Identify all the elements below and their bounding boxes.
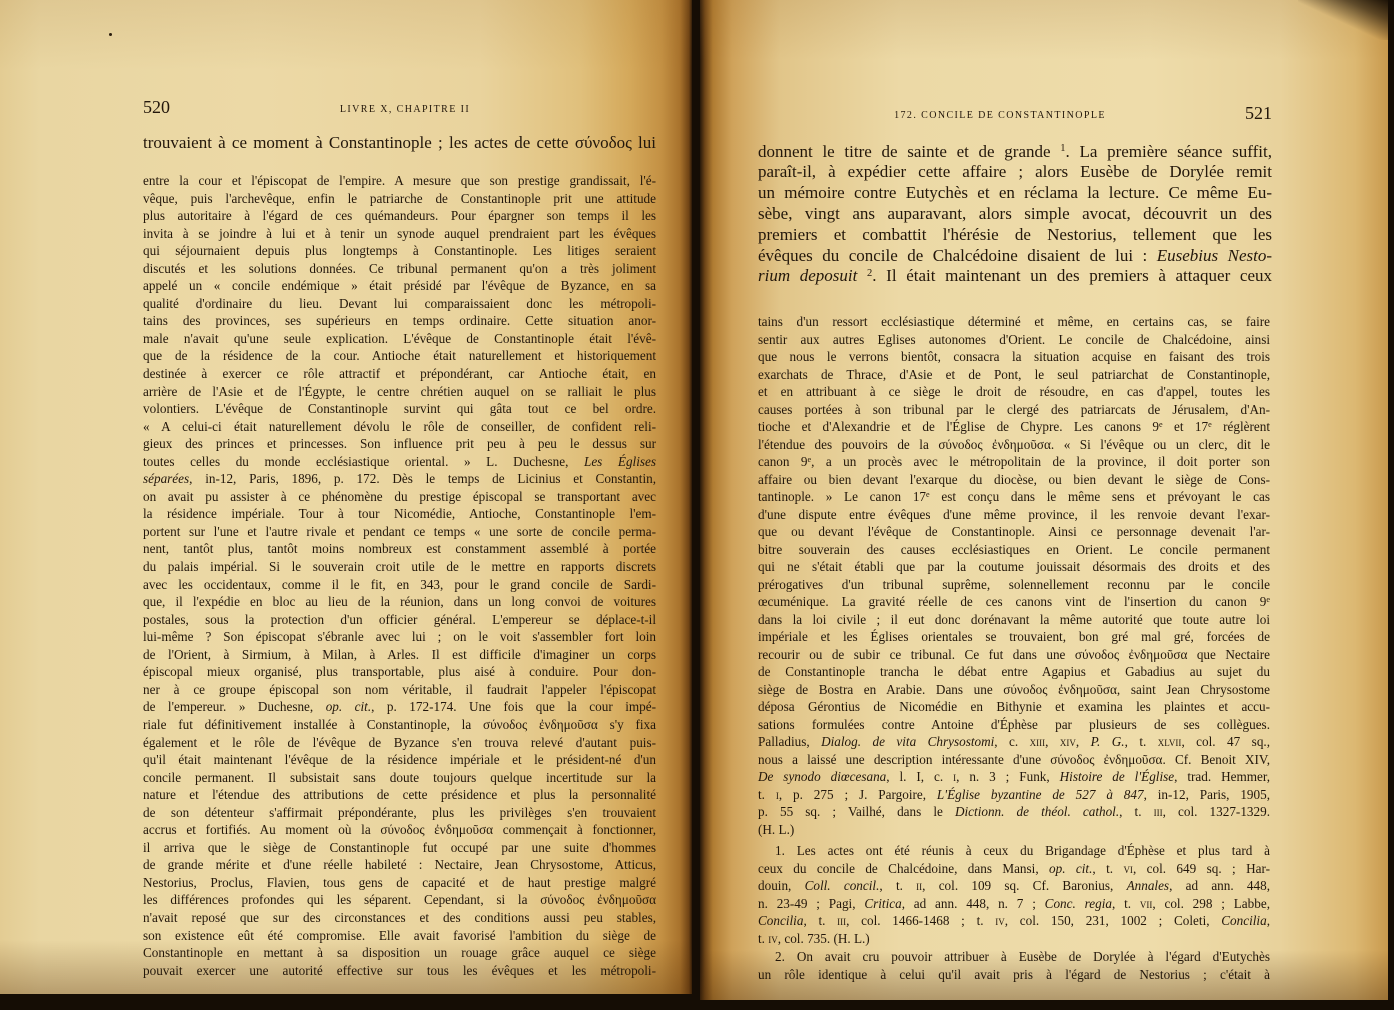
text-run: « A celui-ci était naturellement dévolu le rôle de conseiller, de confident reli- (143, 418, 656, 434)
footnote-text-line (143, 470, 656, 488)
footnote-text-line (758, 593, 1270, 611)
footnote-text-line (758, 418, 1270, 436)
italic-run: Histoire de l'Église (1059, 769, 1175, 785)
text-run: , p. 275 ; J. Pargoire, (778, 786, 937, 802)
text-run: , t. (1111, 895, 1140, 911)
text-run: causes portées à son tribunal par le clergé des patriarcats de Jérusalem, d'An- (758, 401, 1270, 417)
footnote-text-line (758, 860, 1270, 878)
footnote-text-line (143, 646, 656, 664)
footnote-text-line (758, 523, 1270, 541)
footnote-text-line (143, 277, 656, 295)
footnote-text-line (143, 365, 656, 383)
text-run: affaire ou bien devant l'exarque du diocèse, ou bien devant le siège de Cons- (758, 471, 1270, 487)
footnote-text-line (143, 453, 656, 471)
text-run: également et le rôle de l'évêque de Byzance s'en trouva relevé d'autant puis- (143, 734, 656, 750)
text-run: exarchats de Thrace, d'Asie et de Pont, le seul patriarchat de Constantinople, (758, 366, 1270, 382)
text-run: discutés et les solutions données. Ce tribunal permanent qu'on a très joliment (143, 260, 656, 276)
text-run: , col. 109 sq. Cf. Baronius, (922, 878, 1127, 894)
text-run: Nestorius, Proclus, Flavien, tous gens de capacité et de haut prestige malgré (143, 874, 656, 890)
footnote-text-line (758, 331, 1270, 349)
text-run: toutes celles du monde ecclésiastique oriental. » L. Duchesne, (143, 453, 584, 469)
footnote-text-line (143, 540, 656, 558)
running-head: LIVRE X, CHAPITRE II (339, 104, 471, 115)
footnote-text-line (758, 912, 1270, 930)
italic-run: Concilia (1221, 913, 1267, 929)
footnote-continuation (143, 172, 656, 979)
scan-speck (109, 33, 112, 36)
footnote-text-line (143, 891, 656, 909)
body-text-line (758, 142, 1272, 163)
italic-run: Critica (864, 895, 902, 911)
footnote-text-line (143, 751, 656, 769)
text-run: , col. 1466-1468 ; t. (846, 913, 996, 929)
body-text-line (758, 246, 1272, 267)
text-run: sentir aux autres Eglises autonomes d'Orient. Le concile de Chalcédoine, ainsi (758, 331, 1270, 347)
text-run: n. 23-49 ; Pagi, (758, 895, 865, 911)
italic-run: Les Églises (583, 453, 656, 469)
text-run: Constantinople en mettant à sa disposition un rouage grâce auquel ce siège (143, 945, 656, 961)
text-run: sèbe, vingt ans auparavant, alors simple avocat, découvrit un des (758, 203, 1272, 223)
running-head: 172. CONCILE DE CONSTANTINOPLE (894, 110, 1106, 121)
italic-run: séparées (143, 471, 190, 487)
small-caps-run: vi (1123, 860, 1133, 876)
text-run: , (1266, 913, 1270, 929)
footnote-text-line (758, 698, 1270, 716)
footnote-text-line (143, 786, 656, 804)
superscript-marker: 2 (867, 268, 873, 280)
text-run: n'avait reposé que sur des circonstances et des conditions aussi peu stables, (143, 909, 656, 925)
text-run: concile permanent. Il subsistait sans doute toujours quelque incertitude sur la (143, 769, 656, 785)
footnote-text-line (758, 821, 1270, 839)
text-run: nous a laissé une description intéressante d'une σύνοδος ἐνδημοῦσα. Cf. Benoit XIV, (758, 751, 1270, 767)
text-run: , col. 47 sq., (1181, 734, 1271, 750)
footnote-text-line (758, 842, 1270, 860)
footnote-text-line (758, 877, 1270, 895)
footnote-text-line (143, 962, 656, 980)
text-run: douin, (758, 878, 805, 894)
footnote-text-line (758, 541, 1270, 559)
footnote-text-line (758, 558, 1270, 576)
text-run: l'étendue des pouvoirs de la σύνοδος ἐνδημοῦσα. « Si l'évêque ou un clerc, dit le (758, 436, 1270, 452)
body-text-line (758, 204, 1272, 225)
text-run: un rôle identique à celui qu'il avait pris à l'égard de Nestorius ; c'était à (758, 966, 1270, 982)
footnote-text-line (758, 506, 1270, 524)
footnote-text-line (758, 948, 1270, 966)
small-caps-run: iii (1153, 804, 1163, 820)
superscript-marker: e (1158, 420, 1163, 430)
text-run: que nous le verrons bientôt, consacra la situation acquise en faisant des trois (758, 349, 1270, 365)
text-run: bitre souverain des causes ecclésiastiques en Orient. Le concile permanent (758, 541, 1270, 557)
text-run: siège de Bostra en Arabie. Dans une σύνοδος ἐνδημοῦσα, saint Jean Chrysostome (758, 681, 1270, 697)
footnote-text-line (143, 225, 656, 243)
footnote-text-line (758, 611, 1270, 629)
page-corner-shadow (1298, 0, 1388, 40)
text-run: épiscopal mieux organisé, plus transportable, plus aisé à conduire. Pour don- (143, 664, 656, 680)
footnote-text-line (143, 734, 656, 752)
footnote-text-line (758, 488, 1270, 506)
text-run: qui ne s'était établi que par la coutume jouissait désormais des droits et des (758, 559, 1270, 575)
text-run: les différences profondes qui les séparent. Cependant, si la σύνοδος ἐνδημοῦσα (143, 892, 656, 908)
body-text-line (758, 183, 1272, 204)
italic-run: Dialog. de vita Chrysostomi (821, 734, 995, 750)
text-run: , l. I, c. (886, 769, 954, 785)
footnote-text-line (758, 786, 1270, 804)
text-run: appelé un « concile endémique » était présidé par l'évêque de Byzance, en sa (143, 278, 656, 294)
footnote-text-line (143, 804, 656, 822)
footnote-text-line (758, 681, 1270, 699)
small-caps-run: iii (837, 913, 847, 929)
text-run: , ad ann. 448, n. 7 ; (901, 895, 1045, 911)
footnote-text-line (143, 611, 656, 629)
text-run: du palais impérial. Si le souverain croit utile de le mettre en rapports discrets (143, 559, 656, 575)
footnote-text-line (758, 348, 1270, 366)
superscript-marker: e (807, 455, 812, 465)
text-run: Palladius, (758, 734, 822, 750)
footnote-text-line (143, 260, 656, 278)
footnote-text-line (143, 207, 656, 225)
text-run: gieux des princes et princesses. Son influence prit peu à peu le dessus sur (143, 436, 656, 452)
text-run: dans la loi civile ; il eut donc dorénavant la même autorité que toute autre loi (758, 611, 1270, 627)
text-run: il arriva que le siège de Constantinople fut occupé par une suite d'hommes (143, 839, 656, 855)
superscript-marker: e (1266, 595, 1270, 605)
footnote-text-line (758, 646, 1270, 664)
footnote-text-line (758, 366, 1270, 384)
superscript-marker: 1 (1060, 143, 1066, 155)
footnote-text-line (143, 347, 656, 365)
footnote-text-line (758, 628, 1270, 646)
text-run: vêque, puis l'archevêque, enfin le patriarche de Constantinople prit une attitude (143, 190, 656, 206)
footnote-text-line (758, 768, 1270, 786)
text-run: entre la cour et l'épiscopat de l'empire. A mesure que son prestige grandissait, l'é- (143, 173, 656, 188)
body-text-line (758, 162, 1272, 183)
text-run: prérogatives d'un tribunal suprême, solennellement reconnu par le concile (758, 576, 1270, 592)
text-run: , col. 735. (H. L.) (777, 930, 870, 946)
footnote-text-line (143, 663, 656, 681)
text-run: la résidence impériale. Tour à tour Nicomédie, Antioche, Constantinople l'em- (143, 506, 656, 522)
footnote-continuation (758, 313, 1270, 838)
footnote-text-line (758, 751, 1270, 769)
footnote-text-line (143, 190, 656, 208)
footnote-text-line (143, 927, 656, 945)
text-run: ceux du concile de Chalcédoine, dans Mansi, (758, 860, 1050, 876)
italic-run: Concilia (758, 913, 804, 929)
footnote-text-line (143, 716, 656, 734)
footnote-text-line (758, 453, 1270, 471)
text-run: impériale et les Églises orientales se trouvaient, bon gré mal gré, forcées de (758, 629, 1270, 645)
text-run: est conçu dans le même sens et prévoyant le cas (929, 489, 1270, 505)
footnote-text-line (758, 471, 1270, 489)
body-text (143, 132, 656, 154)
text-run: , t. (803, 913, 838, 929)
text-run: , trad. Hemmer, (1174, 769, 1270, 785)
footnote-text-line (758, 716, 1270, 734)
text-run: arrière de l'Asie et de l'Égypte, le centre chrétien auquel on se ralliait le plus (143, 383, 656, 399)
text-run: tains des provinces, ses supérieurs en temps ordinaire. Cette situation anor- (143, 313, 656, 329)
footnote-text-line (143, 488, 656, 506)
text-run: t. (758, 786, 776, 802)
left-page (0, 0, 692, 994)
text-run: postales, sous la protection d'un officier général. L'empereur se déplace-t-il (143, 611, 656, 627)
text-run: riale fut définitivement installée à Constantinople, la σύνοδος ἐνδημοῦσα s'y fixa (143, 716, 656, 732)
text-run: , n. 3 ; Funk, (956, 769, 1060, 785)
text-run: 1. Les actes ont été réunis à ceux du Brigandage d'Éphèse et plus tard à (775, 843, 1270, 859)
text-run: nent, tantôt plus, tantôt moins nombreux est constamment assemblé à portée (143, 541, 656, 557)
right-page (700, 0, 1388, 1000)
text-run: un mémoire contre Eutychès et en réclama la lecture. Ce même Eu- (758, 183, 1272, 203)
footnote-text-line (143, 628, 656, 646)
page-number: 520 (143, 97, 170, 117)
footnote-text-line (143, 400, 656, 418)
text-run: recourir ou de subir ce tribunal. Ce fut dans une σύνοδος ἐνδημοῦσα que Nectaire (758, 646, 1270, 662)
text-run: que, il l'expédie en bloc au lieu de la réunion, dans un long convoi de voitures (143, 594, 656, 610)
text-run: qualité d'ordinaire du lieu. Devant lui comparaissaient donc les métropoli- (143, 295, 656, 311)
small-caps-run: i (775, 786, 779, 802)
text-run: , t. (1124, 734, 1158, 750)
text-run: évêques du concile de Chalcédoine disaient de lui : (758, 245, 1157, 265)
superscript-marker: e (1208, 420, 1212, 430)
text-run: tantinople. » Le canon 17 (758, 489, 927, 505)
text-run: ner à ce groupe épiscopal son nom véritable, il faudrait l'appeler l'épiscopat (143, 681, 656, 697)
footnote-text-line (143, 839, 656, 857)
text-run: qui séjournaient depuis plus longtemps à Constantinople. Les litiges seraient (143, 243, 656, 259)
footnote-text-line (758, 383, 1270, 401)
footnote-text-line (758, 401, 1270, 419)
footnote-text-line (143, 295, 656, 313)
text-run: , t. (1092, 860, 1124, 876)
text-run: , col. 1327-1329. (1162, 804, 1270, 820)
text-run: son existence eût été compromise. Elle avait favorisé l'ambition du siège de (143, 927, 656, 943)
text-run: tioche et d'Alexandrie et de l'Église de Chypre. Les canons 9 (758, 419, 1159, 435)
footnote-2 (758, 948, 1270, 983)
text-run: premiers et combattit l'hérésie de Nestorius, tellement que les (758, 224, 1272, 244)
text-run: de grande mérite et d'une réelle habileté : Nectaire, Jean Chrysostome, Atticus, (143, 857, 656, 873)
text-run: réglèrent (1211, 419, 1270, 435)
footnote-text-line (143, 172, 656, 190)
italic-run: Conc. regia (1044, 895, 1112, 911)
body-text-line (758, 225, 1272, 246)
footnote-text-line (758, 733, 1270, 751)
text-run: volontiers. L'évêque de Constantinople survint qui gâta tout ce bel ordre. (143, 401, 656, 417)
footnote-text-line (143, 242, 656, 260)
text-run: destinée à exercer ce rôle attractif et prépondérant, car Antioche était, en (143, 366, 656, 382)
text-run: paraît-il, à expédier cette affaire ; alors Eusèbe de Dorylée remit (758, 162, 1272, 182)
body-text-line (758, 266, 1272, 287)
text-run: et en attribuant à ce siège le droit de résoudre, en cas d'appel, toutes les (758, 384, 1270, 400)
italic-run: Annales (1126, 878, 1170, 894)
italic-run: Eusebius Nesto- (1156, 245, 1272, 265)
text-run: p. 55 sq. ; Vailhé, dans le (758, 804, 955, 820)
italic-run: Coll. concil. (804, 878, 880, 894)
text-run: male n'avait qu'une seule explication. L'évêque de Constantinople était l'évê- (143, 330, 656, 346)
italic-run: op. cit. (1049, 860, 1093, 876)
footnote-text-line (143, 874, 656, 892)
footnote-text-line (143, 330, 656, 348)
footnote-text-line (758, 895, 1270, 913)
footnote-text-line (143, 821, 656, 839)
text-run: sations formulées contre Antoine d'Éphèse par plusieurs de ses collègues. (758, 716, 1270, 732)
text-run: t. (758, 930, 769, 946)
footnote-text-line (758, 663, 1270, 681)
italic-run: op. cit. (325, 699, 372, 715)
text-run: , a un procès avec le métropolitain de la province, il doit porter son (811, 454, 1270, 470)
text-run: , in-12, Paris, 1905, (1143, 786, 1271, 802)
text-run: œcuménique. La gravité réelle de ces canons vint de l'insertion du canon 9 (758, 594, 1267, 610)
footnote-text-line (143, 681, 656, 699)
text-run: , c. (994, 734, 1030, 750)
footnote-text-line (758, 803, 1270, 821)
text-run: qu'il était maintenant l'évêque de la résidence impériale et le président-né d'un (143, 752, 656, 768)
text-run: , col. 649 sq. ; Har- (1132, 860, 1270, 876)
text-run: déposa Gérontius de Nicomédie en Bithynie et examina les plaintes et accu- (758, 699, 1270, 715)
footnote-text-line (143, 909, 656, 927)
footnote-text-line (758, 313, 1270, 331)
footnote-text-line (758, 966, 1270, 984)
small-caps-run: vii (1139, 895, 1153, 911)
text-run: , t. (879, 878, 917, 894)
text-run: lui-même ? Son épiscopat s'ébranle avec lui ; on le voit s'assembler fort loin (143, 629, 656, 645)
footnote-text-line (143, 418, 656, 436)
text-run: canon 9 (758, 454, 808, 470)
footnote-text-line (143, 944, 656, 962)
small-caps-run: iv (768, 930, 778, 946)
small-caps-run: iv (995, 913, 1005, 929)
superscript-marker: e (926, 490, 930, 500)
text-run: pouvait exercer une autorité effective sur tous les évêques et les métropoli- (143, 962, 656, 978)
footnote-text-line (143, 769, 656, 787)
text-run: trouvaient à ce moment à Constantinople ; les actes de cette σύνοδος lui (143, 133, 656, 152)
text-run: portent sur l'une et l'autre rivale et pendant ce temps « une sorte de concile perma- (143, 523, 656, 539)
text-run: nature et l'étendue des attributions de cette présidence et plus la personnalité (143, 787, 656, 803)
text-run: avec les occidentaux, comme il le fit, en 343, pour le grand concile de Sardi- (143, 576, 656, 592)
small-caps-run: ii (916, 878, 923, 894)
text-run: , col. 298 ; Labbe, (1152, 895, 1270, 911)
text-run: de l'empereur. » Duchesne, (143, 699, 326, 715)
footnote-text-line (143, 593, 656, 611)
small-caps-run: xiii, xiv (1029, 734, 1076, 750)
text-run: plus autoritaire à l'égard de ces quémandeurs. Pour épargner son temps il les (143, 208, 656, 224)
text-run: , (1075, 734, 1091, 750)
footnote-text-line (143, 698, 656, 716)
small-caps-run: xlvii (1157, 734, 1182, 750)
text-run: d'une dispute entre évêques d'une même province, il les renvoie devant l'exar- (758, 506, 1270, 522)
italic-run: L'Église byzantine de 527 à 847 (936, 786, 1144, 802)
footnote-text-line (143, 576, 656, 594)
footnote-text-line (143, 383, 656, 401)
text-run: que de la résidence de la cour. Antioche était naturellement et historiquement (143, 348, 656, 364)
page-number: 521 (1245, 103, 1272, 123)
text-run: donnent le titre de sainte et de grande (758, 141, 1061, 161)
footnote-text-line (758, 436, 1270, 454)
text-run: , col. 150, 231, 1002 ; Coleti, (1004, 913, 1222, 929)
text-run: , t. (1119, 804, 1154, 820)
footnote-text-line (758, 576, 1270, 594)
text-run: 2. On avait cru pouvoir attribuer à Eusèbe de Dorylée à l'égard d'Eutychès (775, 949, 1270, 965)
footnote-1 (758, 842, 1270, 947)
text-run: invita à se joindre à lui et à tenir un synode auquel prendraient part les évêques (143, 225, 656, 241)
text-run: de l'Orient, à Sirmium, à Milan, à Arles. Il est difficile d'imaginer un corps (143, 646, 656, 662)
text-run: accrus et fortifiés. Au moment où la σύνοδος ἐνδημοῦσα commençait à fonctionner, (143, 822, 656, 838)
italic-run: Dictionn. de théol. cathol. (954, 804, 1120, 820)
text-run: , p. 172-174. Une fois que la cour impé- (371, 699, 656, 715)
text-run: de son détenteur s'affirmait prépondérante, plus les privilèges s'en trouvaient (143, 804, 656, 820)
text-run: , in-12, Paris, 1896, p. 172. Dès le temps de Licinius et Constantin, (189, 471, 656, 487)
text-run: de Constantinople trancha le débat entre Agapius et Gabadius au sujet du (758, 664, 1270, 680)
italic-run: rium deposuit (758, 266, 868, 286)
body-text (758, 142, 1272, 288)
italic-run: De synodo diœcesana (758, 769, 887, 785)
text-run: on avait pu assister à ce phénomène du prestige épiscopal se transportant avec (143, 488, 656, 504)
footnote-text-line (143, 505, 656, 523)
italic-run: P. G. (1090, 734, 1125, 750)
text-run: (H. L.) (758, 821, 795, 837)
footnote-text-line (143, 558, 656, 576)
text-run: . La première séance suffit, (1065, 141, 1272, 161)
text-run: et 17 (1162, 419, 1209, 435)
footnote-text-line (143, 435, 656, 453)
text-run: . Il était maintenant un des premiers à attaquer ceux (872, 266, 1272, 286)
small-caps-run: i (953, 769, 957, 785)
footnote-text-line (758, 930, 1270, 948)
body-text-line (143, 132, 656, 154)
footnote-text-line (143, 523, 656, 541)
footnote-text-line (143, 856, 656, 874)
text-run: que ou devant l'évêque de Constantinople. Ainsi ce personnage devenait l'ar- (758, 524, 1270, 540)
text-run: tains d'un ressort ecclésiastique déterminé et même, en certains cas, se faire (758, 314, 1270, 330)
text-run: , ad ann. 448, (1169, 878, 1270, 894)
footnote-text-line (143, 312, 656, 330)
